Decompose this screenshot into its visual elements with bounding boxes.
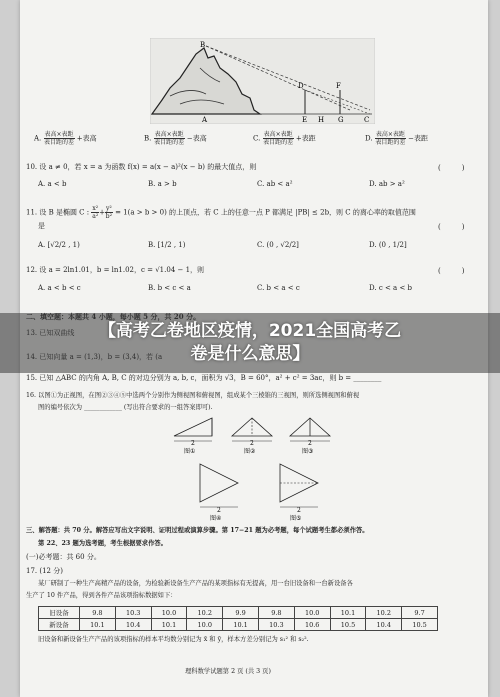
table-cell: 9.8 <box>258 607 294 619</box>
q12-option-d: D. c < a < b <box>369 284 413 292</box>
table-row-old <box>39 607 438 619</box>
label-G: G <box>338 116 344 124</box>
view-1-label: 图① <box>184 448 196 455</box>
label-D: D <box>298 82 304 90</box>
view-4-dim: 2 <box>217 507 221 514</box>
table-cell: 10.4 <box>115 619 151 631</box>
table-cell: 10.2 <box>366 607 402 619</box>
table-cell: 10.6 <box>294 619 330 631</box>
title-overlay-banner <box>0 313 500 373</box>
view-3-label: 图③ <box>302 448 314 455</box>
section-3-heading: 三、解答题：共 70 分。解答应写出文字说明、证明过程或演算步骤。第 17−21 题为必考题，每个试题考生都必须作答。 <box>26 527 369 534</box>
q11-option-b: B. [1/2 , 1) <box>148 241 186 249</box>
q17-after-table: 旧设备和新设备生产产品的该项指标的样本平均数分别记为 x̄ 和 ȳ，样本方差分别记为 s₁² 和 s₂². <box>38 636 309 643</box>
table-row-new <box>39 619 438 631</box>
q9-option-a: A. $\frac{\text{表高×表距}}{\text{表目距的差}}$ +表高 <box>34 131 97 146</box>
q10-option-c: C. ab < a² <box>257 180 293 188</box>
q9-option-d: D. $\frac{\text{表高×表距}}{\text{表目距的差}}$ −表距 <box>365 131 428 146</box>
table-cell: 10.5 <box>330 619 366 631</box>
q12-paren: ( ) <box>438 267 465 275</box>
row-label: 旧设备 <box>39 607 80 619</box>
q17-line1: 某厂研制了一种生产高精产品的设备，为检验新设备生产产品的某项指标有无提高，用一台旧设备和一台新设备各 <box>38 580 353 587</box>
table-cell: 10.3 <box>115 607 151 619</box>
q11-option-c: C. (0 , √2/2] <box>257 241 299 249</box>
q17-line2: 生产了 10 件产品，得到各件产品该项指标数据如下： <box>26 592 177 599</box>
mountain-figure <box>150 38 375 124</box>
table-cell: 9.8 <box>80 607 116 619</box>
table-cell: 10.0 <box>151 607 187 619</box>
table-cell: 10.2 <box>187 607 223 619</box>
q9-option-c: C. $\frac{\text{表高×表距}}{\text{表目距的差}}$ +表距 <box>253 131 316 146</box>
table-cell: 10.0 <box>187 619 223 631</box>
q12-option-c: C. b < a < c <box>257 284 300 292</box>
q9-option-b: B. $\frac{\text{表高×表距}}{\text{表目距的差}}$ −表高 <box>144 131 207 146</box>
q15-stem: 15. 已知 △ABC 的内角 A, B, C 的对边分别为 a, b, c，面积为 √3，B = 60°，a² + c² = 3ac，则 b = ________ <box>26 374 382 382</box>
banner-line-1: 【高考乙卷地区疫情，2021全国高考乙 <box>98 321 402 341</box>
label-F: F <box>336 82 341 90</box>
view-4-triangle <box>200 464 238 502</box>
q11-stem: 11. 设 B 是椭圆 C : $\frac{\text{x²}}{\text{a²}}$ + $\frac{\text{y²}}{\text{b²}}$ = 1(a > b > 0) 的上顶点，若 C 上的任意一点 P 都满足 |PB| ≤ 2b，则 C 的离心率的取值范围 <box>26 205 416 220</box>
q10-option-d: D. ab > a² <box>369 180 405 188</box>
q12-stem: 12. 设 a = 2ln1.01，b = ln1.02，c = √1.04 − 1，则 <box>26 266 205 274</box>
view-1-triangle <box>174 418 212 436</box>
page-footer: 理科数学试题第 2 页 (共 3 页) <box>185 668 271 675</box>
view-1-dim: 2 <box>191 440 195 447</box>
q12-option-a: A. a < b < c <box>38 284 81 292</box>
table-cell: 10.5 <box>402 619 438 631</box>
q12-option-b: B. b < c < a <box>148 284 191 292</box>
label-A: A <box>202 116 208 124</box>
table-cell: 10.3 <box>258 619 294 631</box>
view-4-label: 图④ <box>210 515 222 522</box>
table-cell: 9.7 <box>402 607 438 619</box>
table-cell: 10.1 <box>223 619 259 631</box>
view-5-dim: 2 <box>297 507 301 514</box>
views-figure <box>170 414 350 522</box>
row-label: 新设备 <box>39 619 80 631</box>
table-cell: 10.1 <box>330 607 366 619</box>
q11-option-a: A. [√2/2 , 1) <box>38 241 80 249</box>
table-cell: 10.1 <box>151 619 187 631</box>
q11-option-d: D. (0 , 1/2] <box>369 241 407 249</box>
q17-data-table <box>38 606 438 631</box>
label-H: H <box>318 116 325 124</box>
section-3-subheading: 第 22、23 题为选考题，考生根据要求作答。 <box>38 540 167 547</box>
view-5-label: 图⑤ <box>290 515 302 522</box>
q10-stem: 10. 设 a ≠ 0，若 x = a 为函数 f(x) = a(x − a)²(x − b) 的最大值点，则 <box>26 163 257 171</box>
label-B: B <box>200 41 206 49</box>
q11-stem-cont: 是 <box>38 222 45 230</box>
table-cell: 10.1 <box>80 619 116 631</box>
q11-paren: ( ) <box>438 223 465 231</box>
q10-option-b: B. a > b <box>148 180 177 188</box>
banner-line-2: 卷是什么意思】 <box>190 344 310 364</box>
view-2-label: 图② <box>244 448 256 455</box>
view-3-dim: 2 <box>308 440 312 447</box>
q17-label: 17. (12 分) <box>26 567 63 575</box>
label-C: C <box>364 116 370 124</box>
label-E: E <box>302 116 308 124</box>
table-cell: 10.4 <box>366 619 402 631</box>
q10-paren: ( ) <box>438 164 465 172</box>
required-heading: (一)必考题：共 60 分。 <box>26 553 101 561</box>
table-cell: 10.0 <box>294 607 330 619</box>
q16-line2: 图的编号依次为 ____________ (写出符合要求的一组答案即可). <box>38 404 213 411</box>
view-2-dim: 2 <box>250 440 254 447</box>
q16-line1: 16. 以图①为正视图，在图②③④⑤中选两个分别作为侧视图和俯视图，组成某个三棱锥的三视图，则所选侧视图和俯视 <box>26 392 360 399</box>
table-cell: 9.9 <box>223 607 259 619</box>
q10-option-a: A. a < b <box>38 180 67 188</box>
